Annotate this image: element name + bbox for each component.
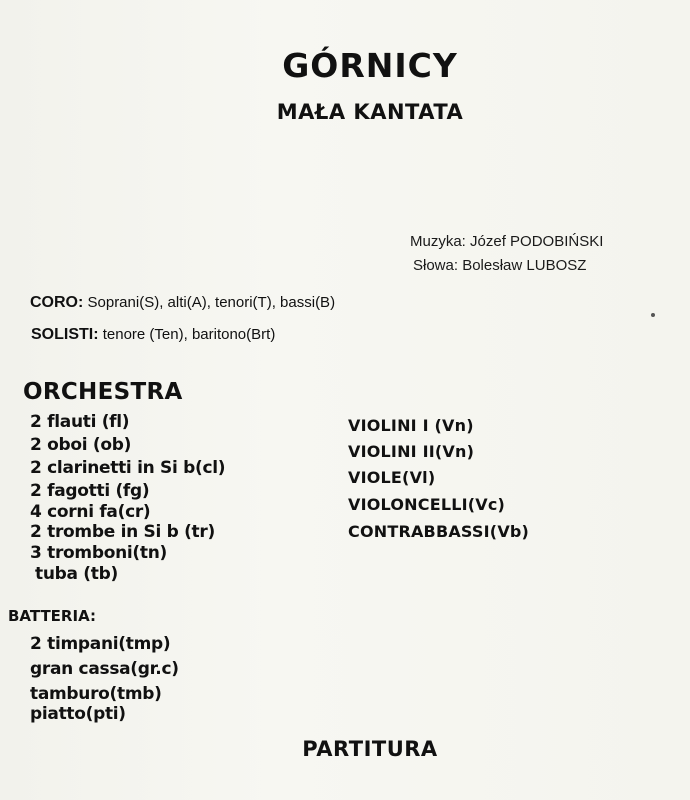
- solisti-line: [31, 326, 275, 344]
- batteria-heading: BATTERIA:: [8, 607, 96, 625]
- wind-instrument: 4 corni fa(cr): [30, 502, 151, 522]
- score-label: PARTITURA: [302, 737, 438, 761]
- string-instrument: VIOLONCELLI(Vc): [348, 495, 506, 514]
- words-credit: [413, 257, 586, 274]
- percussion-instrument: gran cassa(gr.c): [30, 659, 179, 679]
- percussion-instrument: tamburo(tmb): [30, 684, 162, 704]
- page-subtitle: MAŁA KANTATA: [276, 100, 464, 124]
- string-instrument: VIOLINI I (Vn): [348, 416, 474, 435]
- orchestra-heading: ORCHESTRA: [23, 379, 183, 405]
- lyricist-name: Bolesław LUBOSZ: [462, 257, 587, 274]
- coro-label: CORO:: [30, 294, 84, 311]
- page-title: GÓRNICY: [282, 46, 458, 85]
- wind-instrument: 2 fagotti (fg): [30, 481, 150, 501]
- wind-instrument: 3 tromboni(tn): [30, 543, 167, 563]
- string-instrument: CONTRABBASSI(Vb): [348, 522, 530, 541]
- string-instrument: VIOLE(Vl): [348, 468, 436, 487]
- wind-instrument: 2 oboi (ob): [30, 435, 132, 455]
- wind-instrument: tuba (tb): [35, 564, 118, 584]
- solisti-text: tenore (Ten), baritono(Brt): [102, 326, 276, 343]
- percussion-instrument: piatto(pti): [30, 704, 126, 724]
- music-label: Muzyka:: [410, 233, 466, 250]
- music-credit: [410, 233, 603, 250]
- wind-instrument: 2 trombe in Si b (tr): [30, 522, 215, 542]
- coro-line: [30, 294, 335, 312]
- solisti-label: SOLISTI:: [31, 326, 99, 343]
- percussion-instrument: 2 timpani(tmp): [30, 634, 171, 654]
- words-label: Słowa:: [413, 257, 459, 274]
- paper-speck: [651, 313, 655, 317]
- wind-instrument: 2 clarinetti in Si b(cl): [30, 458, 226, 478]
- coro-text: Soprani(S), alti(A), tenori(T), bassi(B): [87, 294, 336, 311]
- string-instrument: VIOLINI II(Vn): [348, 442, 475, 461]
- wind-instrument: 2 flauti (fl): [30, 412, 130, 432]
- composer-name: Józef PODOBIŃSKI: [470, 233, 604, 250]
